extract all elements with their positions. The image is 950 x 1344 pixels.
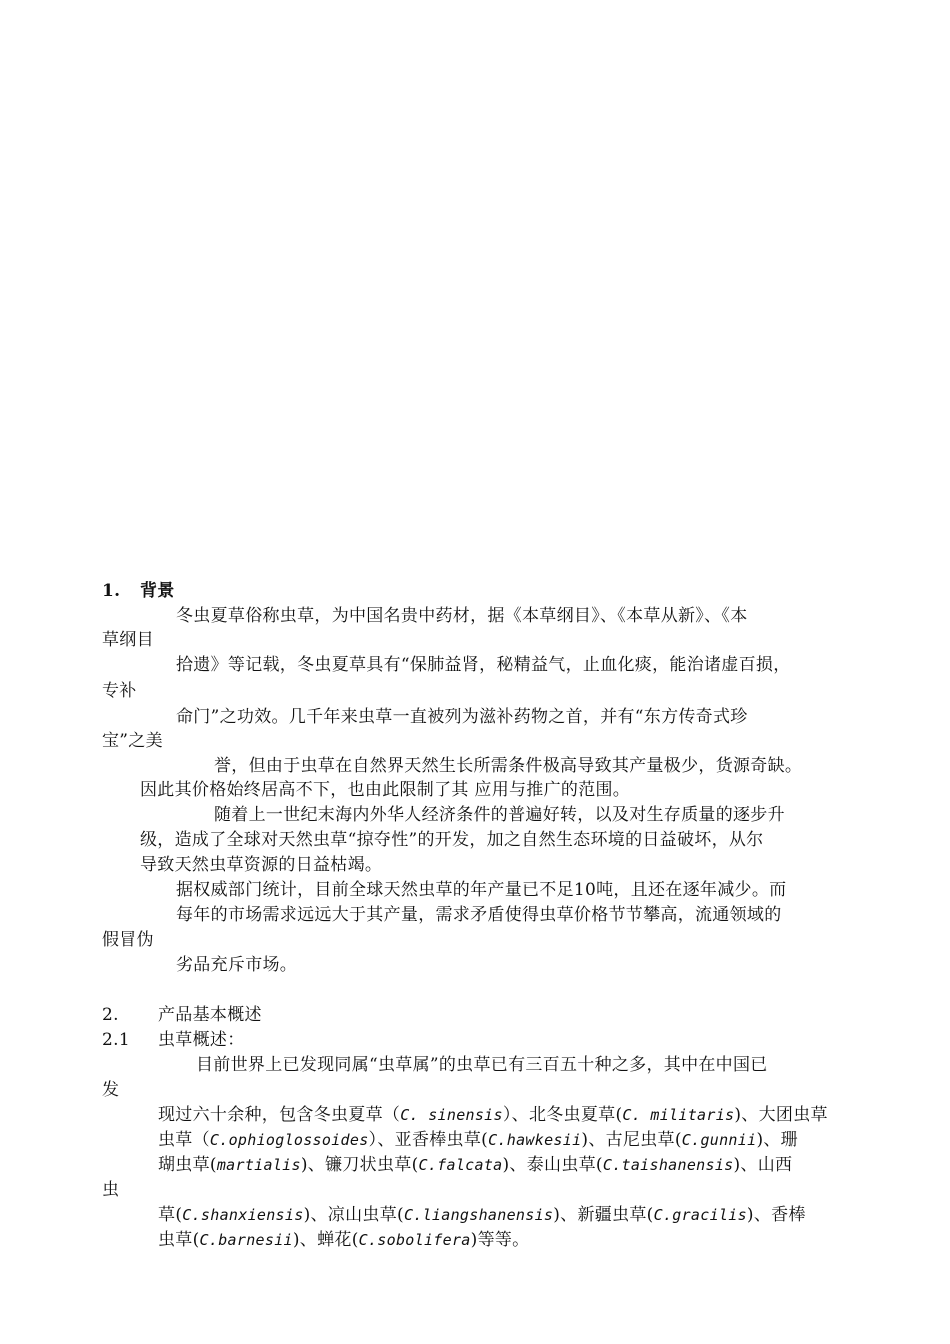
paragraph-line: 拾遗》等记载，冬虫夏草具有“保肺益肾，秘精益气，止血化痰，能治诸虚百损， [176, 655, 791, 675]
latin-name: C.barnesii [199, 1231, 293, 1249]
species-cn: 新疆虫草 [577, 1205, 647, 1225]
paragraph-line: 宝”之美 [102, 731, 163, 751]
paragraph-line: 冬虫夏草俗称虫草，为中国名贵中药材，据《本草纲目》、《本草从新》、《本 [176, 606, 748, 626]
species-cn-part: 虫草 [158, 1230, 193, 1250]
latin-name: martialis [216, 1156, 301, 1174]
species-cn-part: 珊 [780, 1130, 798, 1150]
section-2-number: 2. [102, 1005, 119, 1025]
ending-text: 等等。 [477, 1230, 530, 1250]
latin-name: C.sobolifera [358, 1231, 471, 1249]
species-line: 现过六十余种，包含冬虫夏草（C. sinensis）、北冬虫夏草(C. militaris)、大团虫草 [158, 1105, 828, 1125]
species-cn-part: 香棒 [771, 1205, 806, 1225]
paragraph-line: 据权威部门统计，目前全球天然虫草的年产量已不足10吨，且还在逐年减少。而 [176, 880, 787, 900]
species-cn-part: 草 [158, 1205, 176, 1225]
subsection-2-1-number: 2.1 [102, 1030, 130, 1050]
species-cn: 泰山虫草 [526, 1155, 596, 1175]
species-cn: 北冬虫夏草 [528, 1105, 616, 1125]
paragraph-line: 草纲目 [102, 630, 154, 650]
latin-name: C.gunnii [681, 1131, 757, 1149]
paragraph-line: 级，造成了全球对天然虫草“掠夺性”的开发，加之自然生态环境的日益破坏，从尔 [140, 830, 764, 850]
latin-name: C.taishanensis [602, 1156, 734, 1174]
paragraph-line: 发 [102, 1080, 120, 1100]
species-line: 草(C.shanxiensis)、凉山虫草(C.liangshanensis)、新疆虫草(C.gracilis)、香棒 [158, 1205, 806, 1225]
paragraph-line: 劣品充斥市场。 [176, 955, 298, 975]
paragraph-line: 导致天然虫草资源的日益枯竭。 [140, 855, 383, 875]
species-cn: 亚香棒虫草 [394, 1130, 482, 1150]
species-cn-part: 瑚虫草 [158, 1155, 210, 1175]
species-cn: 凉山虫草 [327, 1205, 397, 1225]
species-cn: 蝉花 [317, 1230, 352, 1250]
subsection-2-1-heading: 虫草概述： [158, 1030, 245, 1050]
paragraph-line: 随着上一世纪末海内外华人经济条件的普遍好转，以及对生存质量的逐步升 [214, 805, 785, 825]
section-1-number: 1. [102, 581, 121, 601]
paragraph-line: 假冒伪 [102, 930, 154, 950]
species-line: 虫草（C.ophioglossoides）、亚香棒虫草(C.hawkesii)、古尼虫草(C.gunnii)、珊 [158, 1130, 798, 1150]
latin-name: C.ophioglossoides [209, 1131, 369, 1149]
paragraph-line: 专补 [102, 681, 137, 701]
latin-name: C.hawkesii [488, 1131, 582, 1149]
paragraph-line: 目前世界上已发现同属“虫草属”的虫草已有三百五十种之多，其中在中国已 [196, 1055, 768, 1075]
species-line: 瑚虫草(martialis)、镰刀状虫草(C.falcata)、泰山虫草(C.taishanensis)、山西 [158, 1155, 793, 1175]
species-cn: 大团虫草 [758, 1105, 828, 1125]
section-2-heading: 产品基本概述 [158, 1005, 262, 1025]
species-intro: 现过六十余种，包含冬虫夏草（ [158, 1105, 401, 1125]
paragraph-line: 命门”之功效。几千年来虫草一直被列为滋补药物之首，并有“东方传奇式珍 [176, 707, 748, 727]
latin-name: C.liangshanensis [403, 1206, 554, 1224]
latin-name: C. sinensis [400, 1106, 503, 1124]
species-cn-part: 山西 [757, 1155, 793, 1175]
species-line: 虫草(C.barnesii)、蝉花(C.sobolifera)等等。 [158, 1230, 530, 1250]
species-cn-wrap: 虫草 [158, 1130, 193, 1150]
latin-name: C. militaris [622, 1106, 735, 1124]
species-cn: 镰刀状虫草 [325, 1155, 412, 1175]
paragraph-line: 因此其价格始终居高不下，也由此限制了其 应用与推广的范围。 [140, 780, 631, 800]
latin-name: C.gracilis [653, 1206, 747, 1224]
paragraph-line: 誉，但由于虫草在自然界天然生长所需条件极高导致其产量极少，货源奇缺。 [214, 756, 803, 776]
species-cn: 古尼虫草 [605, 1130, 675, 1150]
paragraph-line: 虫 [102, 1180, 120, 1200]
latin-name: C.shanxiensis [182, 1206, 304, 1224]
paragraph-line: 每年的市场需求远远大于其产量，需求矛盾使得虫草价格节节攀高，流通领域的 [176, 905, 782, 925]
latin-name: C.falcata [418, 1156, 503, 1174]
section-1-heading: 背景 [140, 581, 175, 601]
